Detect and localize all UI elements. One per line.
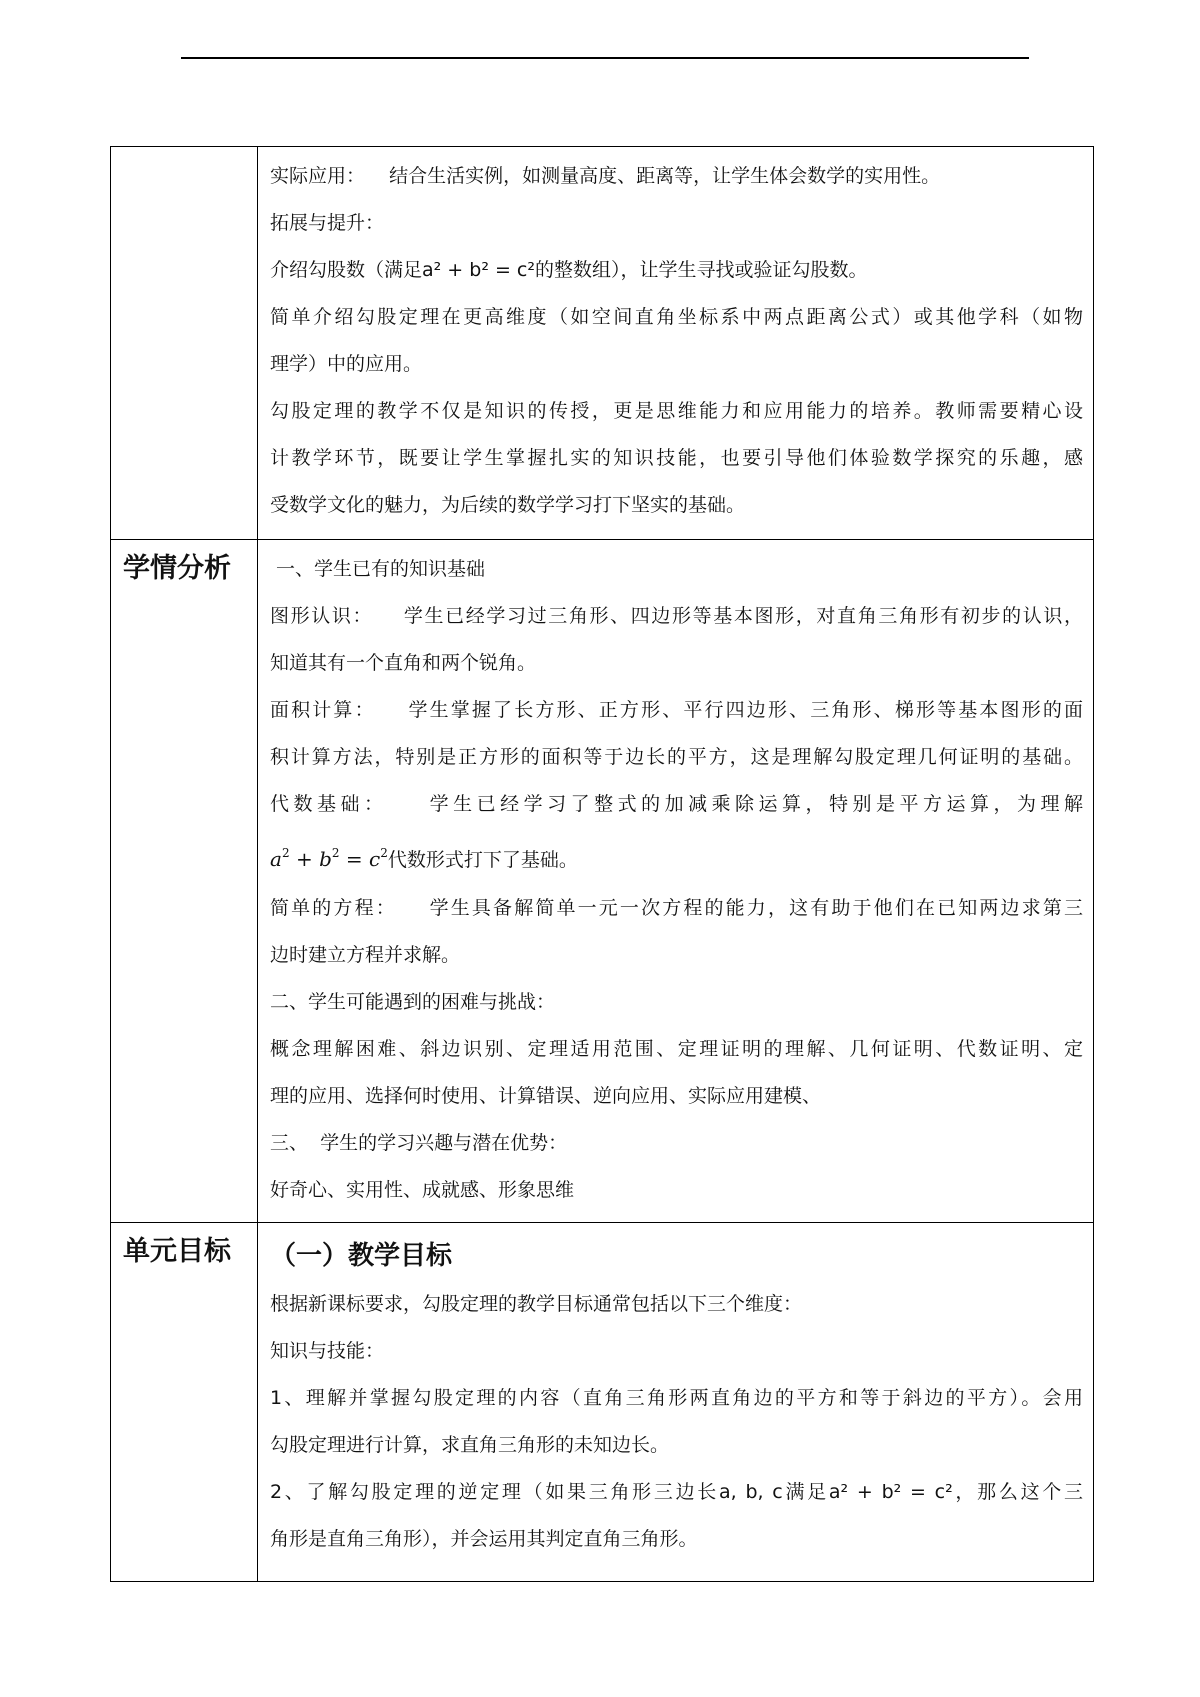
row-content-cell — [258, 147, 1094, 540]
formula-line — [270, 828, 1083, 885]
text-line: 勾股定理进行计算，求直角三角形的未知边长。 — [270, 1434, 670, 1456]
goal-heading: （一）教学目标 — [270, 1241, 453, 1271]
row-label-cell — [111, 147, 258, 540]
row-label-cell — [111, 1223, 258, 1582]
formula-suffix: 代数形式打下了基础。 — [387, 849, 578, 871]
text-line: 计教学环节，既要让学生掌握扎实的知识技能，也要引导他们体验数学探究的乐趣，感 — [270, 447, 1083, 469]
row-label-cell — [111, 540, 258, 1223]
row-label — [111, 147, 257, 159]
section-heading: 三、 学生的学习兴趣与潜在优势： — [270, 1132, 568, 1154]
row-content-cell — [258, 540, 1094, 1223]
text-line: 积计算方法，特别是正方形的面积等于边长的平方，这是理解勾股定理几何证明的基础。 — [270, 746, 1083, 768]
text-line: 代数基础： 学生已经学习了整式的加减乘除运算，特别是平方运算，为理解 — [270, 793, 1083, 815]
text-line: 边时建立方程并求解。 — [270, 944, 461, 966]
header-rule — [181, 57, 1029, 59]
text-line: 拓展与提升： — [270, 212, 385, 234]
text-line: 介绍勾股数（满足a² + b² = c²的整数组），让学生寻找或验证勾股数。 — [270, 259, 868, 281]
text-line: 实际应用： 结合生活实例，如测量高度、距离等，让学生体会数学的实用性。 — [270, 165, 941, 187]
row-label-danyuan: 单元目标 — [123, 1236, 231, 1267]
row-label-xueqing: 学情分析 — [123, 553, 231, 584]
row-content-cell — [258, 1223, 1094, 1582]
text-line: 角形是直角三角形），并会运用其判定直角三角形。 — [270, 1528, 698, 1550]
text-line: 受数学文化的魅力，为后续的数学学习打下坚实的基础。 — [270, 494, 746, 516]
section-heading: 一、学生已有的知识基础 — [270, 558, 486, 580]
text-line: 简单介绍勾股定理在更高维度（如空间直角坐标系中两点距离公式）或其他学科（如物 — [270, 306, 1083, 328]
text-line: 理学）中的应用。 — [270, 353, 423, 375]
text-line: 面积计算： 学生掌握了长方形、正方形、平行四边形、三角形、梯形等基本图形的面 — [270, 699, 1083, 721]
table-row — [111, 1223, 1094, 1582]
text-line: 知道其有一个直角和两个锐角。 — [270, 652, 537, 674]
section-heading: 二、学生可能遇到的困难与挑战： — [270, 991, 556, 1013]
lesson-plan-table — [110, 146, 1094, 1582]
text-line: 1、理解并掌握勾股定理的内容（直角三角形两直角边的平方和等于斜边的平方）。会用 — [270, 1387, 1083, 1409]
text-line: 概念理解困难、斜边识别、定理适用范围、定理证明的理解、几何证明、代数证明、定 — [270, 1038, 1083, 1060]
pythagorean-formula: $a^2 + b^2 = c^2$ — [270, 846, 388, 871]
text-line: 理的应用、选择何时使用、计算错误、逆向应用、实际应用建模、 — [270, 1085, 822, 1107]
text-line: 简单的方程： 学生具备解简单一元一次方程的能力，这有助于他们在已知两边求第三 — [270, 897, 1083, 919]
table-row — [111, 147, 1094, 540]
text-line: 好奇心、实用性、成就感、形象思维 — [270, 1179, 575, 1201]
text-line: 2、了解勾股定理的逆定理（如果三角形三边长a, b, c满足a² + b² = c²，那么这个三 — [270, 1481, 1083, 1503]
text-line: 图形认识： 学生已经学习过三角形、四边形等基本图形，对直角三角形有初步的认识， — [270, 605, 1083, 627]
text-line: 勾股定理的教学不仅是知识的传授，更是思维能力和应用能力的培养。教师需要精心设 — [270, 400, 1083, 422]
table-row — [111, 540, 1094, 1223]
text-line: 知识与技能： — [270, 1340, 385, 1362]
text-line: 根据新课标要求，勾股定理的教学目标通常包括以下三个维度： — [270, 1293, 803, 1315]
